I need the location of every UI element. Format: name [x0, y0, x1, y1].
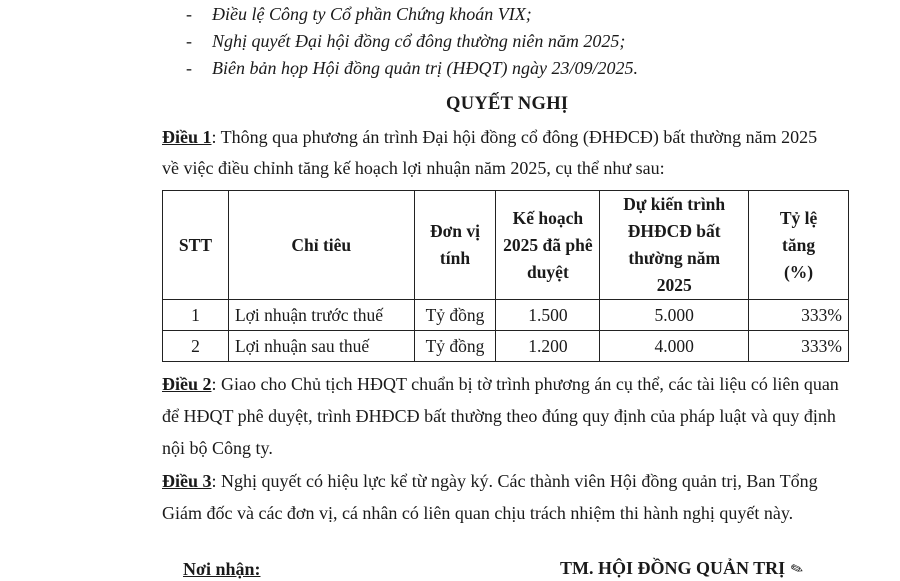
cell-unit: Tỷ đồng	[414, 300, 496, 331]
article-2-line-1: Điều 2: Giao cho Chủ tịch HĐQT chuẩn bị tờ trình phương án cụ thể, các tài liệu có liên quan	[162, 374, 839, 394]
resolution-title: QUYẾT NGHỊ	[446, 94, 569, 114]
header-proposed-plan: Dự kiến trình ĐHĐCĐ bất thường năm 2025	[600, 191, 749, 300]
cell-stt: 1	[163, 300, 229, 331]
header-indicator: Chỉ tiêu	[228, 191, 414, 300]
cell-rate: 333%	[749, 300, 849, 331]
dash-icon: -	[186, 31, 192, 51]
profit-plan-table	[162, 190, 849, 362]
cell-unit: Tỷ đồng	[414, 331, 496, 362]
article-3-line-1: Điều 3: Nghị quyết có hiệu lực kể từ ngày ký. Các thành viên Hội đồng quản trị, Ban Tổng	[162, 471, 818, 491]
cell-stt: 2	[163, 331, 229, 362]
header-stt: STT	[163, 191, 229, 300]
basis-item: - Điều lệ Công ty Cổ phần Chứng khoán VIX;	[186, 4, 532, 24]
dash-icon: -	[186, 4, 192, 24]
cell-indicator: Lợi nhuận trước thuế	[228, 300, 414, 331]
cell-approved: 1.500	[496, 300, 600, 331]
article-2-line-2: để HĐQT phê duyệt, trình ĐHĐCĐ bất thường theo đúng quy định của pháp luật và quy định	[162, 406, 836, 426]
table-header-row	[163, 191, 849, 300]
article-2-label: Điều 2	[162, 374, 212, 394]
basis-item: - Nghị quyết Đại hội đồng cổ đông thường niên năm 2025;	[186, 31, 626, 51]
recipients-label: Nơi nhận:	[183, 559, 261, 579]
header-approved-plan: Kế hoạch 2025 đã phê duyệt	[496, 191, 600, 300]
dash-icon: -	[186, 58, 192, 78]
header-unit: Đơn vị tính	[414, 191, 496, 300]
pen-mark-icon: ✎	[789, 560, 807, 580]
article-2-line-3: nội bộ Công ty.	[162, 438, 273, 458]
article-3-line-2: Giám đốc và các đơn vị, cá nhân có liên quan chịu trách nhiệm thi hành nghị quyết này.	[162, 503, 794, 523]
cell-approved: 1.200	[496, 331, 600, 362]
cell-rate: 333%	[749, 331, 849, 362]
article-1-line-2: về việc điều chỉnh tăng kế hoạch lợi nhuận năm 2025, cụ thể như sau:	[162, 158, 665, 178]
article-3-label: Điều 3	[162, 471, 212, 491]
signature-block: TM. HỘI ĐỒNG QUẢN TRỊ ✎	[560, 558, 807, 580]
table-row	[163, 331, 849, 362]
cell-proposed: 5.000	[600, 300, 749, 331]
basis-item: - Biên bản họp Hội đồng quản trị (HĐQT) ngày 23/09/2025.	[186, 58, 638, 78]
cell-indicator: Lợi nhuận sau thuế	[228, 331, 414, 362]
header-increase-rate: Tỷ lệ tăng (%)	[749, 191, 849, 300]
article-1-label: Điều 1	[162, 127, 212, 147]
table-row	[163, 300, 849, 331]
cell-proposed: 4.000	[600, 331, 749, 362]
article-1-line-1: Điều 1: Thông qua phương án trình Đại hội đồng cổ đông (ĐHĐCĐ) bất thường năm 2025	[162, 127, 818, 147]
